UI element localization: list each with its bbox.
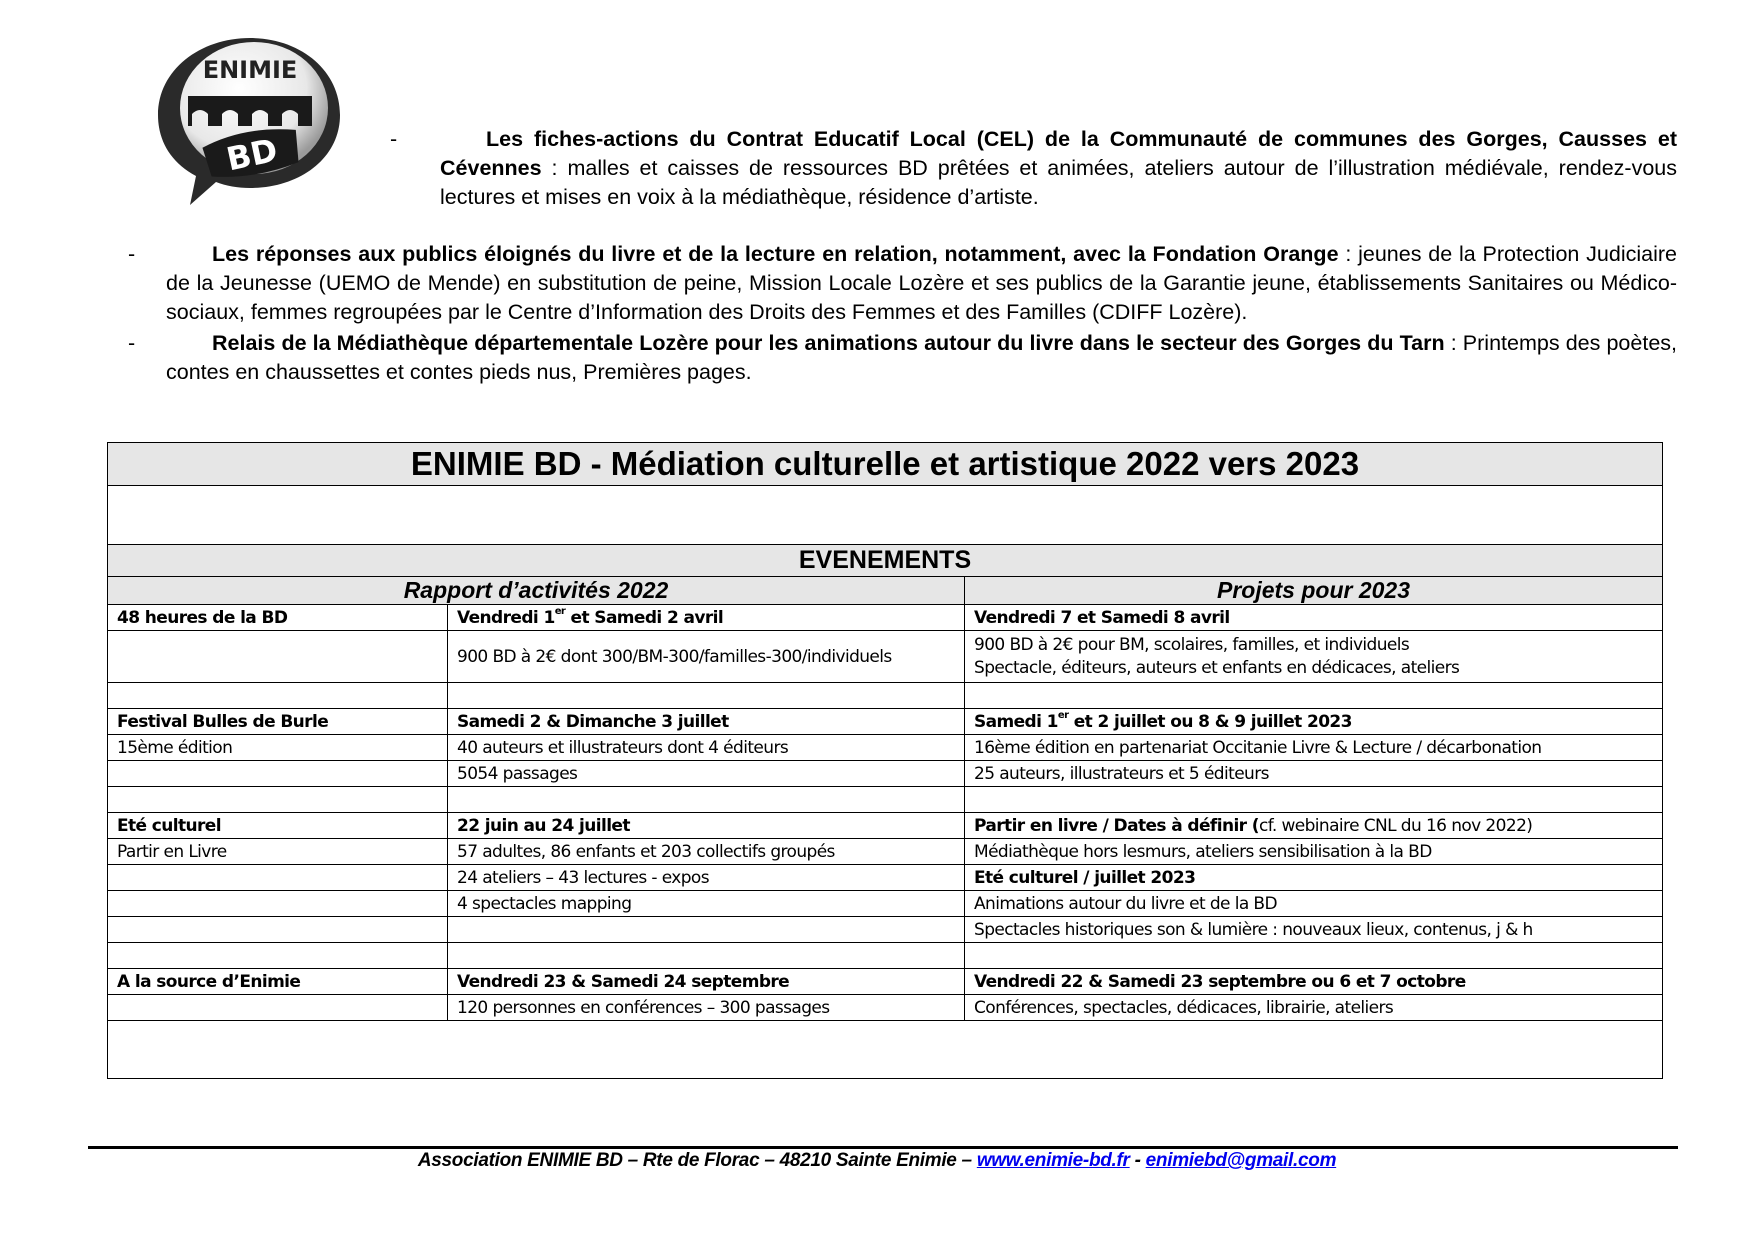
table-row: 4 spectacles mapping Animations autour du livre et de la BD	[108, 891, 1663, 917]
email-link[interactable]: enimiebd@gmail.com	[1145, 1150, 1337, 1171]
footer-address: Association ENIMIE BD – Rte de Florac – 48210 Sainte Enimie –	[417, 1150, 977, 1171]
footer: Association ENIMIE BD – Rte de Florac – 48210 Sainte Enimie – www.enimie-bd.fr - enimiebd@gmail.com	[417, 1150, 1337, 1171]
event-name: 48 heures de la BD	[108, 605, 448, 631]
bullet-cel-text: : malles et caisses de ressources BD prêtées et animées, ateliers autour de l’illustration médiévale, rendez-vous lectures et mises en voix à la médiathèque, résidence d’artiste.	[440, 156, 1677, 209]
table-row: 15ème édition 40 auteurs et illustrateurs dont 4 éditeurs 16ème édition en partenariat Occitanie Livre & Lecture / décarbonation	[108, 735, 1663, 761]
blank-row	[108, 486, 1663, 545]
bullet-list	[128, 240, 1677, 387]
bullet-cel	[390, 125, 1677, 212]
bullet-publics-text: : jeunes de la Protection Judiciaire de la Jeunesse (UEMO de Mende) en substitution de peine, Mission Locale Lozère et ses publics de la Garantie jeune, établissements Sanitaires ou Médico-sociaux, femmes regroupées par le Centre d’Information des Droits des Femmes et des Familles (CDIFF Lozère).	[166, 242, 1677, 324]
event-detail-2023: 900 BD à 2€ pour BM, scolaires, familles, et individuels Spectacle, éditeurs, auteurs et enfants en dédicaces, ateliers	[965, 631, 1663, 683]
column-header-2022: Rapport d’activités 2022	[108, 577, 965, 605]
bullet-dash: -	[128, 331, 136, 355]
website-link[interactable]: www.enimie-bd.fr	[976, 1150, 1130, 1171]
event-dates-2023: Partir en livre / Dates à définir (cf. webinaire CNL du 16 nov 2022)	[965, 813, 1663, 839]
blank-row	[108, 1021, 1663, 1079]
table-row	[108, 943, 1663, 969]
enimie-bd-logo	[150, 30, 350, 210]
bullet-relais	[128, 329, 1677, 387]
section-heading: EVENEMENTS	[108, 545, 1663, 577]
table-row	[108, 787, 1663, 813]
bullet-publics	[128, 240, 1677, 327]
bullet-dash: -	[390, 127, 398, 151]
event-dates-2022: Vendredi 23 & Samedi 24 septembre	[448, 969, 965, 995]
table-row: 24 ateliers – 43 lectures - expos Eté culturel / juillet 2023	[108, 865, 1663, 891]
bullet-cel-bold: Les fiches-actions du Contrat Educatif Local (CEL) de la Communauté de communes des Gorges, Causses et Cévennes	[440, 127, 1677, 180]
column-header-2023: Projets pour 2023	[965, 577, 1663, 605]
table-title: ENIMIE BD - Médiation culturelle et artistique 2022 vers 2023	[108, 443, 1663, 486]
event-dates-2023: Samedi 1er et 2 juillet ou 8 & 9 juillet 2023	[965, 709, 1663, 735]
event-name: A la source d’Enimie	[108, 969, 448, 995]
event-dates-2023: Vendredi 7 et Samedi 8 avril	[965, 605, 1663, 631]
event-dates-2023: Vendredi 22 & Samedi 23 septembre ou 6 et 7 octobre	[965, 969, 1663, 995]
table-row: Spectacles historiques son & lumière : nouveaux lieux, contenus, j & h	[108, 917, 1663, 943]
bullet-relais-text: : Printemps des poètes, contes en chaussettes et contes pieds nus, Premières pages.	[166, 331, 1677, 384]
table-row	[108, 605, 1663, 631]
footer-divider	[88, 1146, 1678, 1149]
event-detail-2022: 900 BD à 2€ dont 300/BM-300/familles-300/individuels	[448, 631, 965, 683]
svg-text:BD: BD	[223, 130, 281, 179]
table-row	[108, 969, 1663, 995]
table-row	[108, 683, 1663, 709]
table-row	[108, 813, 1663, 839]
bullet-publics-bold: Les réponses aux publics éloignés du livre et de la lecture en relation, notamment, avec la Fondation Orange	[212, 242, 1339, 266]
event-name: Eté culturel	[108, 813, 448, 839]
event-dates-2022: Samedi 2 & Dimanche 3 juillet	[448, 709, 965, 735]
events-table	[107, 442, 1663, 1079]
table-row	[108, 631, 1663, 683]
bullet-dash: -	[128, 242, 136, 266]
bullet-relais-bold: Relais de la Médiathèque départementale Lozère pour les animations autour du livre dans le secteur des Gorges du Tarn	[212, 331, 1445, 355]
table-row: 5054 passages 25 auteurs, illustrateurs et 5 éditeurs	[108, 761, 1663, 787]
table-row: Partir en Livre 57 adultes, 86 enfants et 203 collectifs groupés Médiathèque hors lesmurs, ateliers sensibilisation à la BD	[108, 839, 1663, 865]
event-dates-2022: Vendredi 1er et Samedi 2 avril	[448, 605, 965, 631]
svg-text:ENIMIE: ENIMIE	[202, 56, 298, 84]
event-dates-2022: 22 juin au 24 juillet	[448, 813, 965, 839]
event-name: Festival Bulles de Burle	[108, 709, 448, 735]
table-row: 120 personnes en conférences – 300 passages Conférences, spectacles, dédicaces, librairie, ateliers	[108, 995, 1663, 1021]
table-row	[108, 709, 1663, 735]
